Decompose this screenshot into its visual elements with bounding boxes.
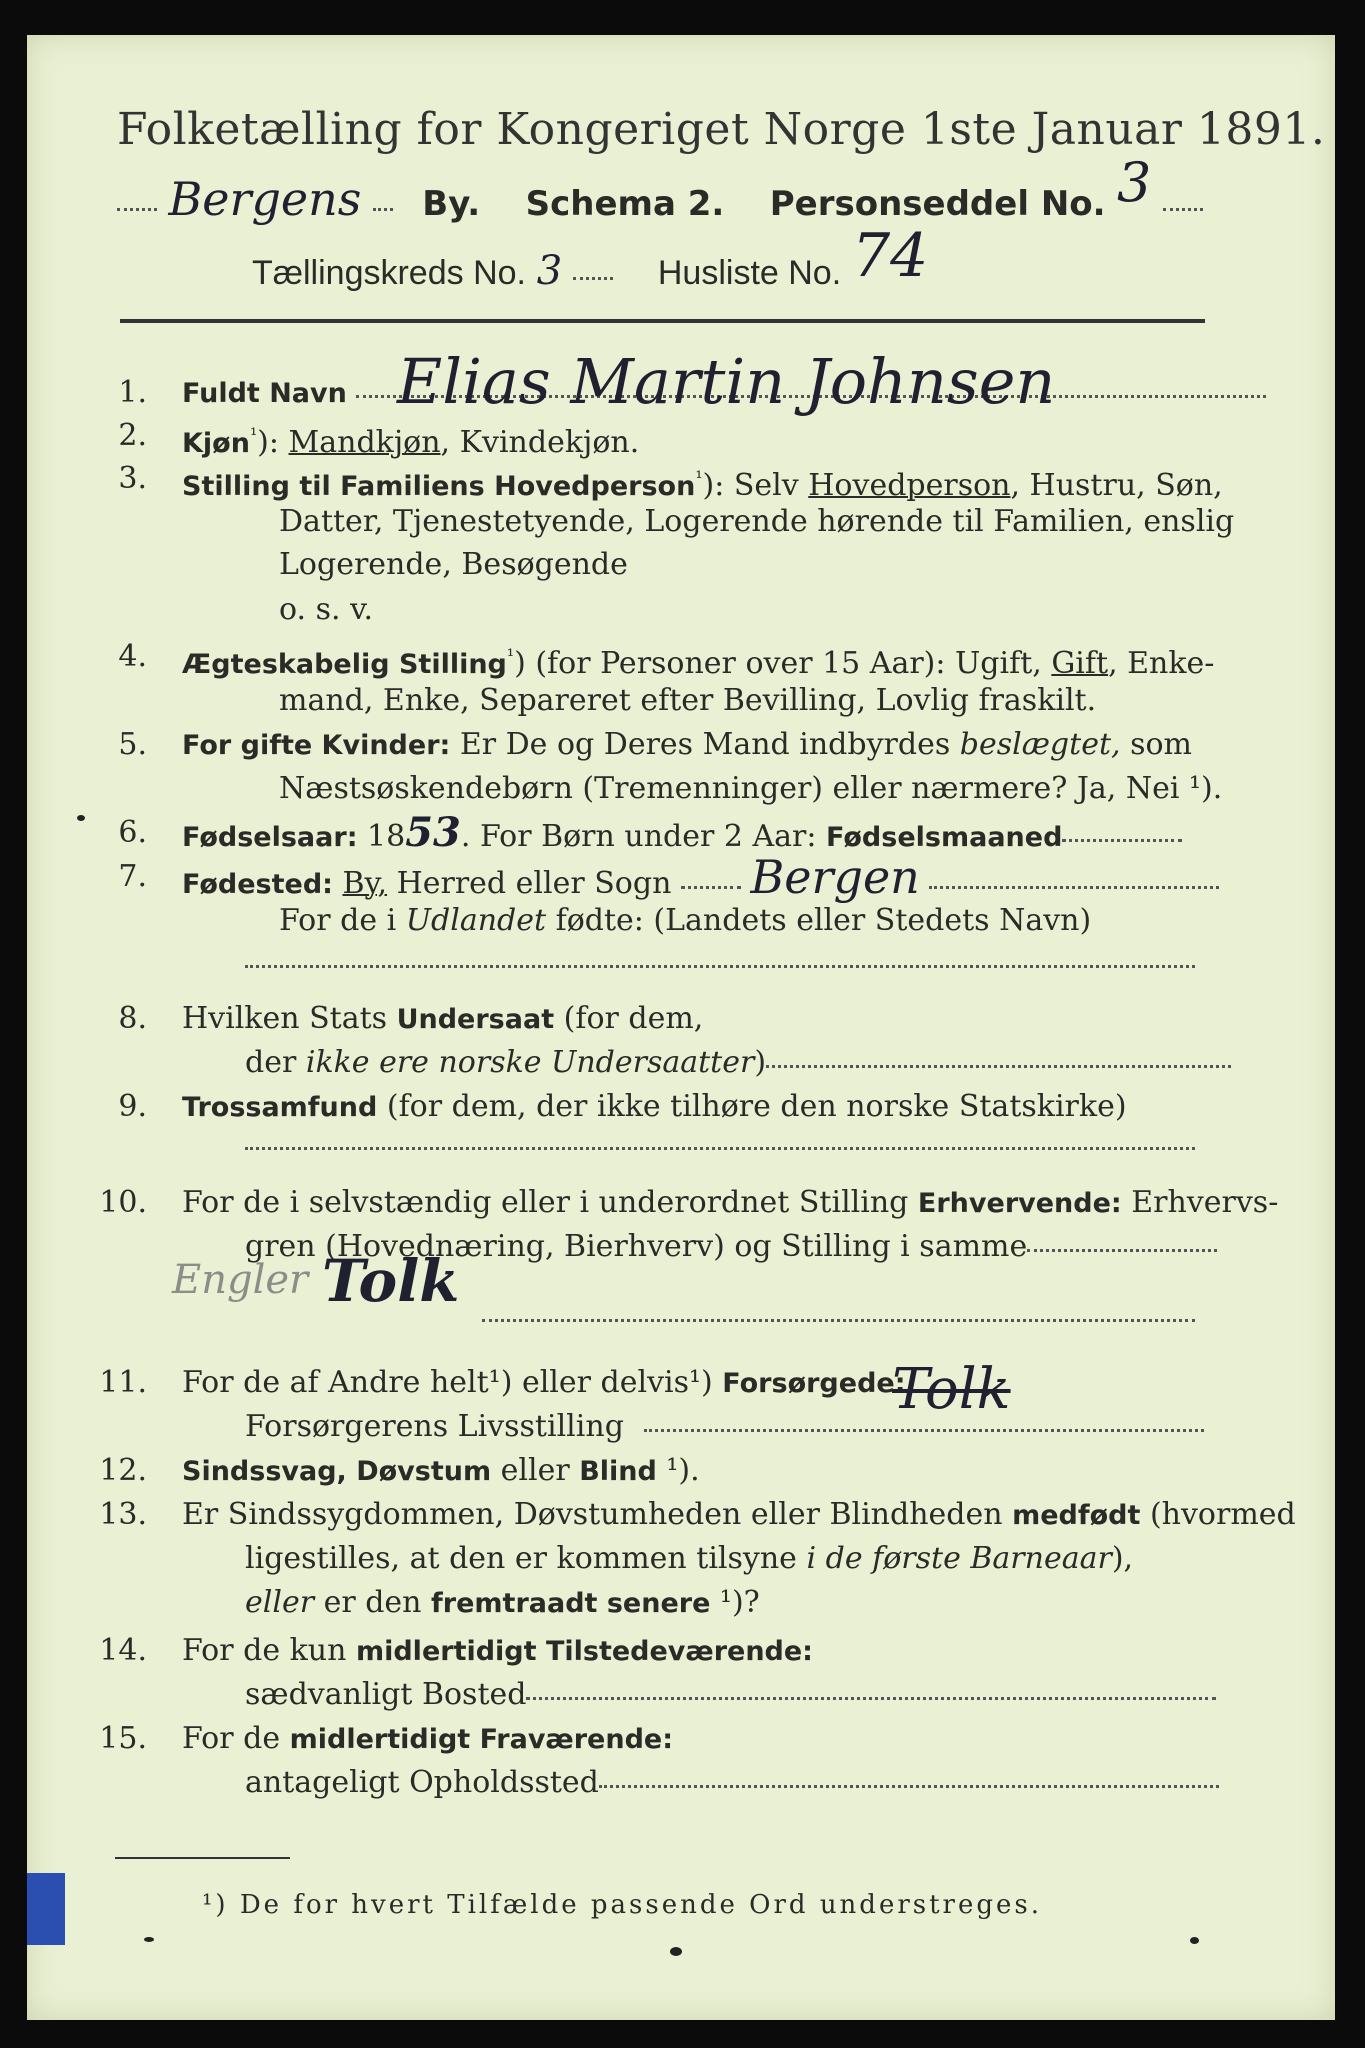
q3-row-2: Datter, Tjenestetyende, Logerende hørende til Familien, enslig	[279, 504, 1235, 539]
q10-text-a: For de i selvstændig eller i underordnet Stilling	[182, 1185, 918, 1220]
q11-number: 11.	[99, 1365, 147, 1400]
q13-line3-b: ¹)?	[710, 1585, 760, 1620]
q9-label: Trossamfund	[182, 1092, 378, 1123]
q8-number: 8.	[118, 1001, 147, 1036]
q12-row	[182, 1453, 700, 1490]
q8-line2-b: )	[754, 1045, 767, 1080]
q14-text-a: For de kun	[182, 1633, 356, 1668]
q8-line2-a: der	[245, 1045, 306, 1080]
q8-line2-italic: ikke ere norske Undersaatter	[305, 1045, 755, 1080]
q13-row-1	[182, 1497, 1296, 1534]
q13-text-b: (hvormed	[1140, 1497, 1296, 1532]
q4-row-1	[182, 639, 1214, 683]
q13-text-a: Er Sindssygdommen, Døvstumheden eller Blindheden	[182, 1497, 1013, 1532]
q9-number: 9.	[118, 1089, 147, 1124]
q11-row-1	[182, 1365, 906, 1402]
q3-number: 3.	[118, 461, 147, 496]
q5-number: 5.	[118, 727, 147, 762]
q6-answer-handwritten: 53	[405, 809, 461, 856]
q15-line2: antageligt Opholdssted	[245, 1765, 599, 1800]
q5-text-a: Er De og Deres Mand indbyrdes	[450, 727, 960, 762]
q2-label: Kjøn	[182, 428, 250, 459]
q5-row-2: Næstsøskendebørn (Tremenninger) eller nærmere? Ja, Nei ¹).	[279, 771, 1223, 806]
q14-row-1	[182, 1633, 813, 1670]
q14-number: 14.	[99, 1633, 147, 1668]
header-row-2	[252, 221, 929, 295]
q12-label-b: Blind	[579, 1456, 657, 1487]
q14-row-2	[245, 1677, 1216, 1713]
q3-row-3: Logerende, Besøgende	[279, 547, 628, 582]
q13-line3-italic: eller	[245, 1585, 315, 1620]
q13-line2-italic: i de første Barneaar	[806, 1541, 1112, 1576]
q4-sup: ¹	[506, 646, 515, 667]
by-label: By.	[422, 184, 481, 224]
q10-line2: gren (Hovednæring, Bierhverv) og Stilling i samme	[245, 1229, 1028, 1264]
q13-label: medfødt	[1012, 1500, 1141, 1531]
q4-text-b: , Enke-	[1108, 646, 1215, 681]
q3-label: Stilling til Familiens Hovedperson	[182, 471, 696, 502]
census-form-sheet	[27, 35, 1335, 2020]
q13-line2-b: ),	[1111, 1541, 1134, 1576]
q7-label: Fødested:	[182, 869, 333, 900]
q1-number: 1.	[118, 375, 147, 410]
q6-label-2: Fødselsmaaned	[826, 822, 1063, 853]
q10-answer-struck: Engler	[172, 1257, 309, 1303]
q12-number: 12.	[99, 1453, 147, 1488]
q2-sup: ¹	[249, 425, 258, 446]
q10-label: Erhvervende:	[917, 1188, 1122, 1219]
q13-line3-label: fremtraadt senere	[431, 1588, 711, 1619]
header-divider	[120, 319, 1205, 323]
city-handwritten: Bergens	[168, 172, 362, 226]
q7-text-a: Herred eller Sogn	[387, 866, 672, 901]
q9-row	[182, 1089, 1127, 1126]
q12-text-b: ¹).	[656, 1453, 700, 1488]
q15-number: 15.	[99, 1721, 147, 1756]
q2-text-a: ):	[257, 425, 289, 460]
blue-ink-mark	[27, 1873, 65, 1945]
q2-number: 2.	[118, 418, 147, 453]
ink-speck	[670, 1947, 682, 1956]
ink-speck	[1190, 1937, 1199, 1944]
ink-speck	[144, 1937, 154, 1942]
q7-blank-line	[245, 965, 1195, 968]
q3-text-b: , Hustru, Søn,	[1010, 468, 1223, 503]
q13-line2-a: ligestilles, at den er kommen tilsyne	[245, 1541, 807, 1576]
husliste-label: Husliste No.	[657, 254, 842, 292]
q4-text-a: ) (for Personer over 15 Aar): Ugift,	[514, 646, 1052, 681]
q14-label: midlertidigt Tilstedeværende:	[355, 1636, 813, 1667]
personseddel-label: Personseddel No.	[769, 184, 1106, 224]
q6-row	[182, 809, 1182, 856]
q7-row-1	[182, 850, 1219, 904]
q11-text-a: For de af Andre helt¹) eller delvis¹)	[182, 1365, 723, 1400]
q13-row-3	[245, 1585, 760, 1622]
q10-blank-line	[482, 1319, 1195, 1322]
q8-row-1	[182, 1001, 703, 1038]
q7-option-by: By,	[342, 866, 388, 901]
form-title: Folketælling for Kongeriget Norge 1ste Januar 1891.	[117, 104, 1326, 155]
ink-speck	[77, 815, 85, 821]
q5-italic: beslægtet,	[959, 727, 1121, 762]
q6-number: 6.	[118, 815, 147, 850]
q1-label: Fuldt Navn	[182, 378, 347, 409]
q3-row-4: o. s. v.	[279, 592, 373, 627]
q7-line2-a: For de i	[279, 903, 406, 938]
q12-text-a: eller	[491, 1453, 580, 1488]
footnote-divider	[115, 1857, 290, 1859]
q10-row-1	[182, 1185, 1278, 1222]
personseddel-value: 3	[1117, 151, 1152, 214]
q4-label: Ægteskabelig Stilling	[182, 649, 507, 680]
q7-row-2	[279, 903, 1091, 939]
q1-answer-handwritten: Elias Martin Johnsen	[397, 345, 1056, 418]
q7-answer-handwritten: Bergen	[750, 850, 920, 904]
q15-row-2	[245, 1765, 1219, 1801]
q11-label: Forsørgede:	[722, 1368, 906, 1399]
q8-text-a: Hvilken Stats	[182, 1001, 397, 1036]
q10-answer-handwritten: Tolk	[322, 1247, 460, 1315]
q6-label: Fødselsaar:	[182, 822, 358, 853]
q8-label: Undersaat	[396, 1004, 555, 1035]
q11-answer-struck: Tolk	[892, 1357, 1011, 1422]
kreds-value: 3	[536, 248, 563, 294]
kreds-label: Tællingskreds No.	[252, 254, 526, 292]
q6-prefix: 18	[357, 819, 406, 854]
q7-line2-b: fødte: (Landets eller Stedets Navn)	[546, 903, 1092, 938]
q13-row-2	[245, 1541, 1133, 1577]
q8-row-2	[245, 1045, 1231, 1081]
q12-label-a: Sindssvag, Døvstum	[182, 1456, 492, 1487]
q11-row-2	[245, 1409, 1204, 1445]
q14-line2: sædvanligt Bosted	[245, 1677, 527, 1712]
q5-text-b: som	[1120, 727, 1192, 762]
header-row-1	[117, 151, 1203, 226]
q4-option-gift: Gift	[1051, 646, 1109, 681]
schema-label: Schema 2.	[525, 184, 725, 224]
q7-number: 7.	[118, 859, 147, 894]
q13-line3-a: er den	[314, 1585, 432, 1620]
q3-sup: ¹	[695, 468, 703, 489]
q2-option-mandkjon: Mandkjøn	[288, 425, 441, 460]
q9-text-a: (for dem, der ikke tilhøre den norske Statskirke)	[377, 1089, 1127, 1124]
q3-text-a: ): Selv	[702, 468, 809, 503]
q4-number: 4.	[118, 639, 147, 674]
q15-label: midlertidigt Fraværende:	[289, 1724, 674, 1755]
husliste-value: 74	[851, 221, 929, 291]
q5-label: For gifte Kvinder:	[182, 730, 451, 761]
q3-row-1	[182, 461, 1223, 505]
q5-row-1	[182, 727, 1192, 764]
q6-text-a: . For Børn under 2 Aar:	[460, 819, 827, 854]
q7-line2-italic: Udlandet	[405, 903, 547, 938]
q11-line2: Forsørgerens Livsstilling	[245, 1409, 624, 1444]
q2-text-b: , Kvindekjøn.	[440, 425, 640, 460]
q10-text-b: Erhvervs-	[1121, 1185, 1279, 1220]
q13-number: 13.	[99, 1497, 147, 1532]
q10-number: 10.	[99, 1185, 147, 1220]
q15-text-a: For de	[182, 1721, 290, 1756]
q4-row-2: mand, Enke, Separeret efter Bevilling, Lovlig fraskilt.	[279, 683, 1097, 718]
q9-blank-line	[245, 1147, 1195, 1150]
q3-option-hovedperson: Hovedperson	[808, 468, 1011, 503]
q2-row	[182, 418, 639, 462]
q8-text-b: (for dem,	[554, 1001, 704, 1036]
q15-row-1	[182, 1721, 673, 1758]
footnote: ¹) De for hvert Tilfælde passende Ord understreges.	[202, 1890, 1043, 1920]
